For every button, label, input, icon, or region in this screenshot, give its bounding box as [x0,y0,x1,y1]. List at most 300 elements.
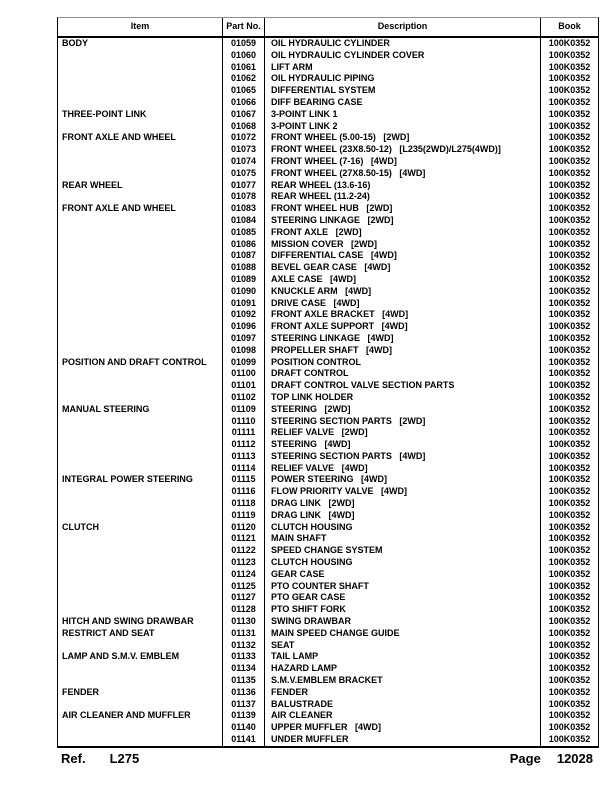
book-cell: 100K0352 [548,332,591,343]
table-row [58,203,598,215]
table-row [58,62,598,74]
table-row [58,592,598,604]
book-cell: 100K0352 [548,686,591,697]
book-cell: 100K0352 [548,309,591,320]
table-row [58,416,598,428]
part-no-cell: 01097 [223,333,265,345]
ref-value: L275 [109,751,140,766]
part-no-cell: 01066 [223,97,265,109]
item-cell [58,486,223,498]
part-no-cell: 01083 [223,203,265,215]
book-cell: 100K0352 [548,203,591,214]
part-no-cell: 01102 [223,392,265,404]
item-cell [58,250,223,262]
item-cell [58,286,223,298]
part-no-cell: 01110 [223,416,265,428]
description-cell: CLUTCH HOUSING [265,557,541,569]
book-cell: 100K0352 [548,297,591,308]
book-cell: 100K0352 [548,616,591,627]
item-cell: HITCH AND SWING DRAWBAR [58,616,223,628]
book-cell: 100K0352 [548,380,591,391]
table-row [58,710,598,722]
book-cell: 100K0352 [548,498,591,509]
item-cell: CLUTCH [58,522,223,534]
item-cell [58,439,223,451]
item-cell [58,144,223,156]
part-no-cell: 01075 [223,168,265,180]
description-cell: DIFFERENTIAL CASE [4WD] [265,250,541,262]
book-cell: 100K0352 [548,439,591,450]
book-cell: 100K0352 [548,49,591,60]
book-cell: 100K0352 [548,580,591,591]
item-cell: FRONT AXLE AND WHEEL [58,132,223,144]
table-row [58,168,598,180]
item-cell [58,592,223,604]
description-cell: UPPER MUFFLER [4WD] [265,722,541,734]
description-cell: STEERING LINKAGE [4WD] [265,333,541,345]
book-cell: 100K0352 [548,722,591,733]
col-header-item: Item [58,18,223,36]
part-no-cell: 01086 [223,239,265,251]
book-cell: 100K0352 [548,415,591,426]
book-cell: 100K0352 [548,167,591,178]
item-cell [58,510,223,522]
description-cell: SEAT [265,640,541,652]
description-cell: RELIEF VALVE [4WD] [265,463,541,475]
table-row [58,699,598,711]
book-cell: 100K0352 [548,38,591,48]
table-row [58,132,598,144]
book-cell: 100K0352 [548,592,591,603]
part-no-cell: 01137 [223,699,265,711]
item-cell [58,640,223,652]
description-cell: MAIN SPEED CHANGE GUIDE [265,628,541,640]
table-row [58,533,598,545]
table-row [58,651,598,663]
book-cell: 100K0352 [548,698,591,709]
book-cell: 100K0352 [548,651,591,662]
part-no-cell: 01074 [223,156,265,168]
description-cell: DRIVE CASE [4WD] [265,298,541,310]
book-cell: 100K0352 [548,604,591,615]
table-row [58,581,598,593]
table-row [58,675,598,687]
book-cell: 100K0352 [548,368,591,379]
part-no-cell: 01120 [223,522,265,534]
item-cell: FRONT AXLE AND WHEEL [58,203,223,215]
table-row [58,321,598,333]
table-row [58,191,598,203]
item-cell [58,156,223,168]
book-cell: 100K0352 [548,321,591,332]
table-row [58,309,598,321]
description-cell: STEERING SECTION PARTS [2WD] [265,416,541,428]
table-row [58,73,598,85]
item-cell [58,368,223,380]
description-cell: FRONT WHEEL (7-16) [4WD] [265,156,541,168]
part-no-cell: 01124 [223,569,265,581]
page-number-info [510,751,599,767]
part-no-cell: 01130 [223,616,265,628]
description-cell: PTO COUNTER SHAFT [265,581,541,593]
description-cell: AIR CLEANER [265,710,541,722]
item-cell [58,699,223,711]
book-cell: 100K0352 [548,675,591,686]
item-cell: REAR WHEEL [58,180,223,192]
part-no-cell: 01061 [223,62,265,74]
description-cell: AXLE CASE [4WD] [265,274,541,286]
part-no-cell: 01132 [223,640,265,652]
part-no-cell: 01073 [223,144,265,156]
page-label: Page [509,751,541,766]
description-cell: POWER STEERING [4WD] [265,474,541,486]
table-body [58,38,598,746]
part-no-cell: 01140 [223,722,265,734]
description-cell: DRAG LINK [4WD] [265,510,541,522]
table-row [58,85,598,97]
table-row [58,392,598,404]
item-cell [58,97,223,109]
part-no-cell: 01060 [223,50,265,62]
part-no-cell: 01136 [223,687,265,699]
part-no-cell: 01128 [223,604,265,616]
item-cell [58,309,223,321]
table-row [58,239,598,251]
description-cell: DRAG LINK [2WD] [265,498,541,510]
item-cell [58,215,223,227]
table-row [58,486,598,498]
item-cell [58,191,223,203]
item-cell [58,239,223,251]
item-cell [58,274,223,286]
book-cell: 100K0352 [548,250,591,261]
table-row [58,522,598,534]
book-cell: 100K0352 [548,545,591,556]
table-row [58,498,598,510]
description-cell: POSITION CONTROL [265,357,541,369]
part-no-cell: 01068 [223,121,265,133]
description-cell: TAIL LAMP [265,651,541,663]
book-cell: 100K0352 [548,427,591,438]
part-no-cell: 01116 [223,486,265,498]
item-cell [58,722,223,734]
part-no-cell: 01112 [223,439,265,451]
part-no-cell: 01067 [223,109,265,121]
part-no-cell: 01099 [223,357,265,369]
book-cell: 100K0352 [548,391,591,402]
item-cell: LAMP AND S.M.V. EMBLEM [58,651,223,663]
item-cell: AIR CLEANER AND MUFFLER [58,710,223,722]
table-row [58,180,598,192]
book-cell: 100K0352 [548,568,591,579]
book-cell: 100K0352 [548,96,591,107]
book-cell: 100K0352 [548,462,591,473]
part-no-cell: 01065 [223,85,265,97]
item-cell: THREE-POINT LINK [58,109,223,121]
description-cell: UNDER MUFFLER [265,734,541,746]
book-cell: 100K0352 [548,663,591,674]
item-cell [58,333,223,345]
table-row [58,616,598,628]
description-cell: HAZARD LAMP [265,663,541,675]
table-row [58,404,598,416]
part-no-cell: 01091 [223,298,265,310]
part-no-cell: 01092 [223,309,265,321]
description-cell: BALUSTRADE [265,699,541,711]
col-header-part-no: Part No. [223,18,265,36]
description-cell: LIFT ARM [265,62,541,74]
table-row [58,439,598,451]
item-cell [58,498,223,510]
page-footer [57,751,599,767]
part-no-cell: 01087 [223,250,265,262]
part-no-cell: 01111 [223,427,265,439]
part-no-cell: 01059 [223,38,265,50]
table-row [58,38,598,50]
description-cell: S.M.V.EMBLEM BRACKET [265,675,541,687]
part-no-cell: 01135 [223,675,265,687]
table-row [58,262,598,274]
item-cell [58,604,223,616]
description-cell: KNUCKLE ARM [4WD] [265,286,541,298]
description-cell: FRONT AXLE BRACKET [4WD] [265,309,541,321]
book-cell: 100K0352 [548,734,591,745]
part-no-cell: 01115 [223,474,265,486]
description-cell: SWING DRAWBAR [265,616,541,628]
table-row [58,333,598,345]
table-row [58,227,598,239]
table-row [58,451,598,463]
item-cell [58,675,223,687]
book-cell: 100K0352 [548,639,591,650]
item-cell [58,85,223,97]
part-no-cell: 01100 [223,368,265,380]
book-cell: 100K0352 [548,132,591,143]
book-cell: 100K0352 [548,557,591,568]
part-no-cell: 01122 [223,545,265,557]
table-row [58,250,598,262]
description-cell: STEERING SECTION PARTS [4WD] [265,451,541,463]
page-value: 12028 [556,751,593,766]
item-cell [58,392,223,404]
item-cell [58,62,223,74]
table-row [58,156,598,168]
part-no-cell: 01096 [223,321,265,333]
description-cell: GEAR CASE [265,569,541,581]
part-no-cell: 01098 [223,345,265,357]
item-cell [58,321,223,333]
book-cell: 100K0352 [548,509,591,520]
description-cell: CLUTCH HOUSING [265,522,541,534]
description-cell: STEERING [4WD] [265,439,541,451]
description-cell: DIFF BEARING CASE [265,97,541,109]
part-no-cell: 01088 [223,262,265,274]
description-cell: FENDER [265,687,541,699]
table-row [58,357,598,369]
part-no-cell: 01062 [223,73,265,85]
part-no-cell: 01077 [223,180,265,192]
item-cell [58,416,223,428]
item-cell [58,121,223,133]
reference-info [57,751,139,767]
table-row [58,97,598,109]
table-row [58,628,598,640]
description-cell: MAIN SHAFT [265,533,541,545]
part-no-cell: 01127 [223,592,265,604]
description-cell: 3-POINT LINK 2 [265,121,541,133]
description-cell: FRONT WHEEL (27X8.50-15) [4WD] [265,168,541,180]
book-cell: 100K0352 [548,238,591,249]
part-no-cell: 01125 [223,581,265,593]
part-no-cell: 01131 [223,628,265,640]
description-cell: OIL HYDRAULIC CYLINDER COVER [265,50,541,62]
item-cell [58,262,223,274]
book-cell: 100K0352 [548,710,591,721]
book-cell: 100K0352 [548,403,591,414]
part-no-cell: 01133 [223,651,265,663]
description-cell: 3-POINT LINK 1 [265,109,541,121]
description-cell: FLOW PRIORITY VALVE [4WD] [265,486,541,498]
description-cell: DIFFERENTIAL SYSTEM [265,85,541,97]
table-row [58,274,598,286]
col-header-description: Description [265,18,541,36]
description-cell: OIL HYDRAULIC PIPING [265,73,541,85]
table-row [58,463,598,475]
description-cell: SPEED CHANGE SYSTEM [265,545,541,557]
part-no-cell: 01134 [223,663,265,675]
book-cell: 100K0352 [548,155,591,166]
part-no-cell: 01084 [223,215,265,227]
col-header-book: Book [558,21,581,32]
table-row [58,722,598,734]
book-cell: 100K0352 [548,120,591,131]
book-cell: 100K0352 [548,521,591,532]
book-cell: 100K0352 [548,144,591,155]
book-cell: 100K0352 [548,486,591,497]
table-header-row [58,18,598,38]
item-cell [58,569,223,581]
item-cell [58,581,223,593]
description-cell: OIL HYDRAULIC CYLINDER [265,38,541,50]
part-no-cell: 01114 [223,463,265,475]
part-no-cell: 01072 [223,132,265,144]
book-cell: 100K0352 [548,356,591,367]
item-cell [58,50,223,62]
item-cell [58,451,223,463]
item-cell [58,73,223,85]
book-cell: 100K0352 [548,285,591,296]
book-cell: 100K0352 [548,191,591,202]
description-cell: RELIEF VALVE [2WD] [265,427,541,439]
description-cell: STEERING LINKAGE [2WD] [265,215,541,227]
part-no-cell: 01123 [223,557,265,569]
table-row [58,474,598,486]
table-row [58,144,598,156]
item-cell [58,663,223,675]
table-row [58,50,598,62]
item-cell [58,427,223,439]
book-cell: 100K0352 [548,108,591,119]
table-row [58,286,598,298]
description-cell: PTO GEAR CASE [265,592,541,604]
description-cell: FRONT WHEEL HUB [2WD] [265,203,541,215]
description-cell: STEERING [2WD] [265,404,541,416]
table-row [58,569,598,581]
part-no-cell: 01101 [223,380,265,392]
description-cell: FRONT AXLE [2WD] [265,227,541,239]
item-cell [58,533,223,545]
table-row [58,687,598,699]
book-cell: 100K0352 [548,344,591,355]
table-row [58,368,598,380]
table-row [58,345,598,357]
table-row [58,215,598,227]
book-cell: 100K0352 [548,262,591,273]
book-cell: 100K0352 [548,179,591,190]
part-no-cell: 01141 [223,734,265,746]
item-cell [58,298,223,310]
table-row [58,545,598,557]
description-cell: BEVEL GEAR CASE [4WD] [265,262,541,274]
book-cell: 100K0352 [548,533,591,544]
table-row [58,640,598,652]
item-cell [58,168,223,180]
part-no-cell: 01119 [223,510,265,522]
description-cell: REAR WHEEL (11.2-24) [265,191,541,203]
book-cell: 100K0352 [548,273,591,284]
table-row [58,121,598,133]
item-cell [58,227,223,239]
table-row [58,109,598,121]
item-cell: FENDER [58,687,223,699]
description-cell: REAR WHEEL (13.6-16) [265,180,541,192]
part-no-cell: 01121 [223,533,265,545]
parts-table [57,17,599,748]
table-row [58,734,598,746]
description-cell: FRONT AXLE SUPPORT [4WD] [265,321,541,333]
table-row [58,604,598,616]
book-cell: 100K0352 [548,214,591,225]
item-cell [58,557,223,569]
table-row [58,427,598,439]
part-no-cell: 01109 [223,404,265,416]
ref-label: Ref. [61,751,86,766]
item-cell: RESTRICT AND SEAT [58,628,223,640]
part-no-cell: 01118 [223,498,265,510]
description-cell: FRONT WHEEL (23X8.50-12) [L235(2WD)/L275(4WD)] [265,144,541,156]
item-cell [58,545,223,557]
part-no-cell: 01139 [223,710,265,722]
description-cell: PTO SHIFT FORK [265,604,541,616]
book-cell: 100K0352 [548,226,591,237]
table-row [58,298,598,310]
table-row [58,380,598,392]
item-cell: INTEGRAL POWER STEERING [58,474,223,486]
item-cell [58,345,223,357]
part-no-cell: 01089 [223,274,265,286]
item-cell [58,463,223,475]
item-cell [58,734,223,746]
part-no-cell: 01078 [223,191,265,203]
book-cell: 100K0352 [548,61,591,72]
description-cell: DRAFT CONTROL [265,368,541,380]
book-cell: 100K0352 [548,85,591,96]
item-cell: MANUAL STEERING [58,404,223,416]
book-cell: 100K0352 [548,474,591,485]
item-cell [58,380,223,392]
description-cell: FRONT WHEEL (5.00-15) [2WD] [265,132,541,144]
part-no-cell: 01090 [223,286,265,298]
